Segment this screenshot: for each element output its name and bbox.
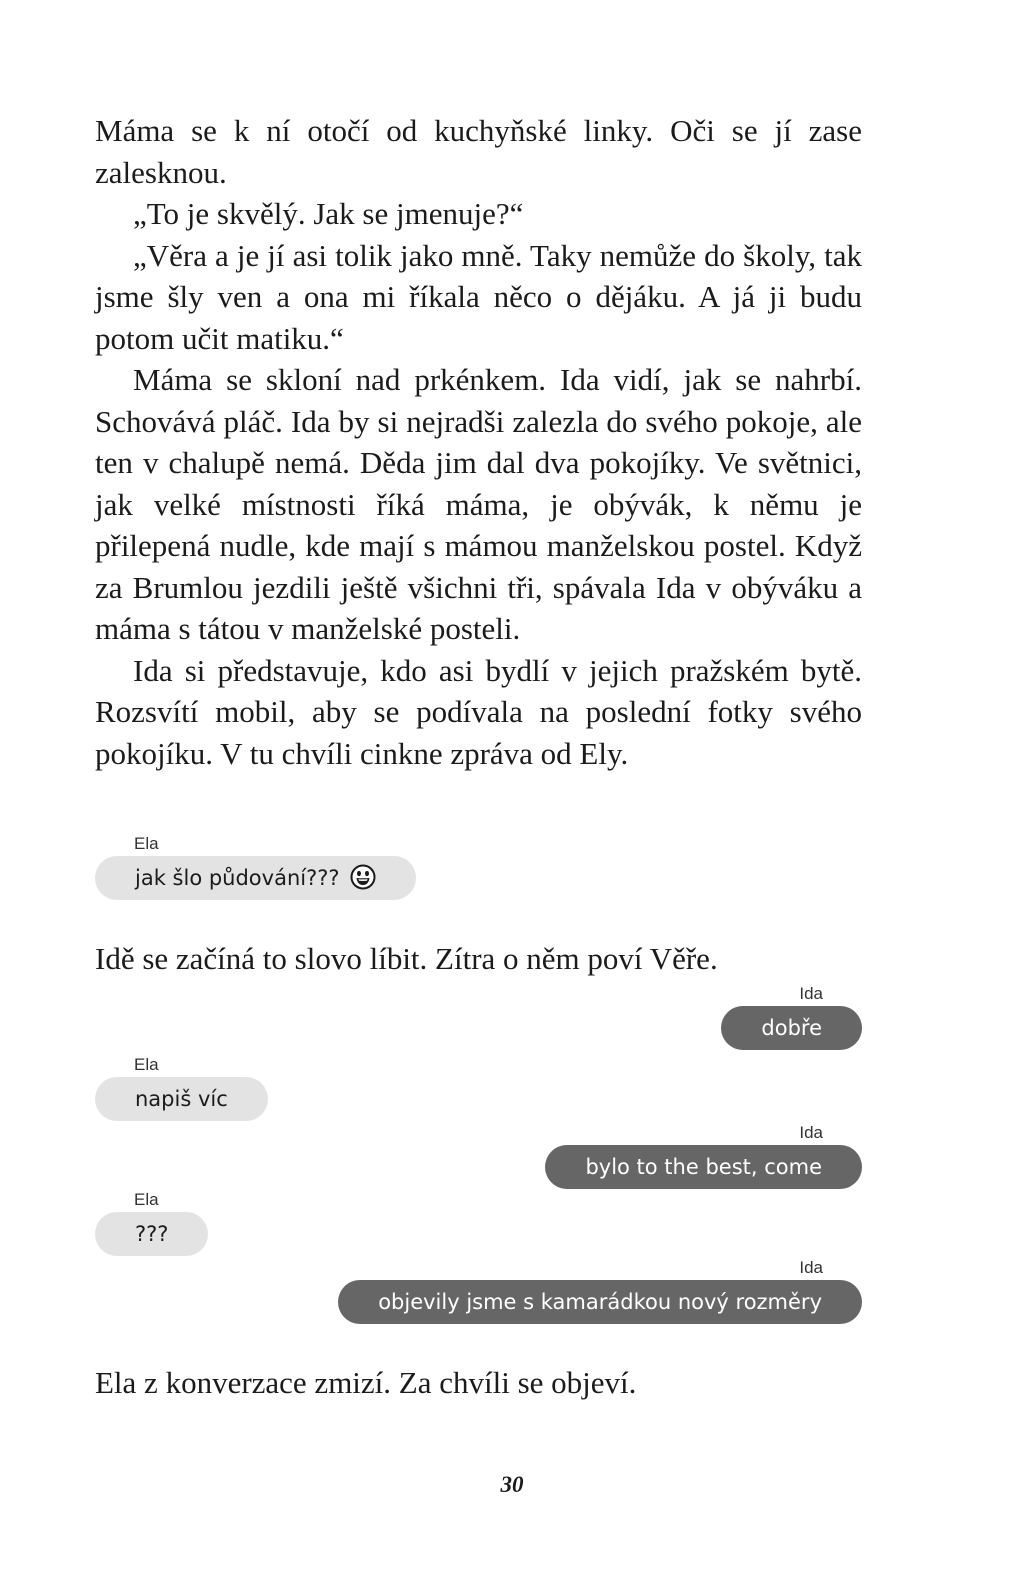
chat-message-incoming bbox=[95, 1055, 862, 1121]
message-bubble: ??? bbox=[95, 1212, 208, 1256]
paragraph: Idě se začíná to slovo líbit. Zítra o něm poví Věře. bbox=[95, 941, 718, 976]
paragraph: „Věra a je jí asi tolik jako mně. Taky nemůže do školy, tak jsme šly ven a ona mi říkala něco o dějáku. A já ji budu potom učit matiku.“ bbox=[95, 237, 862, 356]
paragraph: Ida si představuje, kdo asi bydlí v jejich pražském bytě. Rozsvítí mobil, aby se podívala na poslední fotky svého pokojíku. V tu chvíli cinkne zpráva od Ely. bbox=[95, 652, 862, 771]
book-page bbox=[95, 110, 862, 1403]
message-bubble: objevily jsme s kamarádkou nový rozměry bbox=[338, 1280, 862, 1324]
sender-name: Ida bbox=[799, 983, 823, 1003]
chat-message-incoming bbox=[95, 1190, 862, 1256]
sender-name: Ela bbox=[134, 834, 159, 853]
sender-name: Ela bbox=[134, 1189, 159, 1209]
paragraph: Máma se k ní otočí od kuchyňské linky. Oči se jí zase zalesknou. bbox=[95, 113, 862, 190]
message-bubble: napiš víc bbox=[95, 1077, 268, 1121]
chat-message-outgoing bbox=[95, 1258, 862, 1324]
paragraph: Máma se skloní nad prkénkem. Ida vidí, jak se nahrbí. Schovává pláč. Ida by si nejradši zalezla do svého pokoje, ale ten v chalupě nemá. Děda jim dal dva pokojíky. Ve světnici, jak velké místnosti říká máma, je obývák, k němu je přilepená nudle, kde mají s mámou manželskou postel. Když za Brumlou jezdili ještě všichni tři, spávala Ida v obýváku a máma s tátou v manželské posteli. bbox=[95, 362, 862, 646]
sender-name: Ida bbox=[799, 1257, 823, 1277]
grinning-face-icon bbox=[350, 861, 376, 887]
chat-excerpt-2 bbox=[95, 984, 862, 1324]
sender-name: Ela bbox=[134, 1054, 159, 1074]
paragraph: Ela z konverzace zmizí. Za chvíli se objeví. bbox=[95, 1364, 637, 1400]
message-bubble bbox=[95, 856, 416, 900]
chat-excerpt-1 bbox=[95, 834, 862, 900]
paragraph: „To je skvělý. Jak se jmenuje?“ bbox=[133, 196, 524, 231]
page-number: 30 bbox=[500, 1472, 524, 1497]
chat-message-outgoing bbox=[95, 1123, 862, 1189]
message-bubble: dobře bbox=[721, 1006, 862, 1050]
message-bubble: bylo to the best, come bbox=[545, 1145, 862, 1189]
chat-message-outgoing bbox=[95, 984, 862, 1050]
chat-message-incoming bbox=[95, 834, 862, 900]
sender-name: Ida bbox=[799, 1122, 823, 1142]
message-text: jak šlo půdování??? bbox=[135, 866, 340, 890]
